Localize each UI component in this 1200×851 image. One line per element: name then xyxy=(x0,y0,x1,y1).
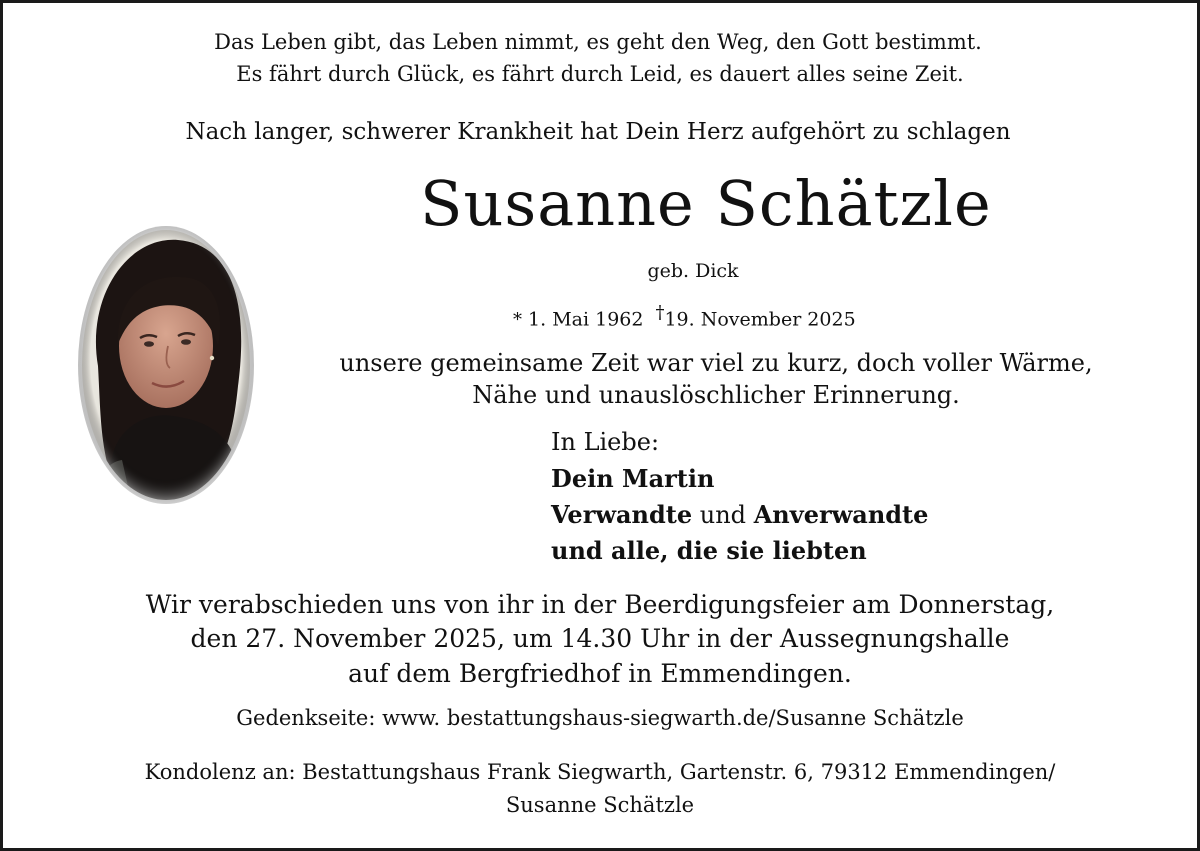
tribute-line-2: Nähe und unauslöschlicher Erinnerung. xyxy=(472,381,960,409)
intro-text: Nach langer, schwerer Krankheit hat Dein Herz aufgehört zu schlagen xyxy=(185,119,1011,145)
service-line-2: den 27. November 2025, um 14.30 Uhr in der Aussegnungshalle xyxy=(190,624,1010,653)
death-date: 19. November 2025 xyxy=(664,308,856,331)
condolence-line-2: Susanne Schätzle xyxy=(505,793,695,817)
poem-line-2: Es fährt durch Glück, es fährt durch Leid, es dauert alles seine Zeit. xyxy=(236,62,964,86)
signature-line-3: und alle, die sie liebten xyxy=(551,536,867,565)
service-line-3: auf dem Bergfriedhof in Emmendingen. xyxy=(348,659,852,688)
life-dates xyxy=(513,302,933,330)
signature-line-2-part1: Verwandte xyxy=(551,500,693,529)
maiden-name: geb. Dick xyxy=(647,260,739,282)
tribute-line-1: unsere gemeinsame Zeit war viel zu kurz, doch voller Wärme, xyxy=(339,349,1093,377)
portrait-photo xyxy=(78,226,254,504)
signature-line-2 xyxy=(551,500,928,529)
condolence-line-1: Kondolenz an: Bestattungshaus Frank Siegwarth, Gartenstr. 6, 79312 Emmendingen/ xyxy=(144,760,1056,784)
signature-line-2-part2: und xyxy=(692,501,754,529)
birth-date: 1. Mai 1962 xyxy=(528,308,644,331)
death-symbol: † xyxy=(655,302,665,323)
signature-label: In Liebe: xyxy=(551,428,660,456)
service-line-1: Wir verabschieden uns von ihr in der Beerdigungsfeier am Donnerstag, xyxy=(145,590,1055,619)
signature-line-2-part3: Anverwandte xyxy=(753,500,929,529)
signature-line-1: Dein Martin xyxy=(551,464,715,493)
poem-line-1: Das Leben gibt, das Leben nimmt, es geht den Weg, den Gott bestimmt. xyxy=(214,30,982,54)
deceased-name: Susanne Schätzle xyxy=(420,167,992,240)
birth-symbol: * xyxy=(513,309,522,331)
memorial-page-link: Gedenkseite: www. bestattungshaus-siegwarth.de/Susanne Schätzle xyxy=(236,706,964,730)
